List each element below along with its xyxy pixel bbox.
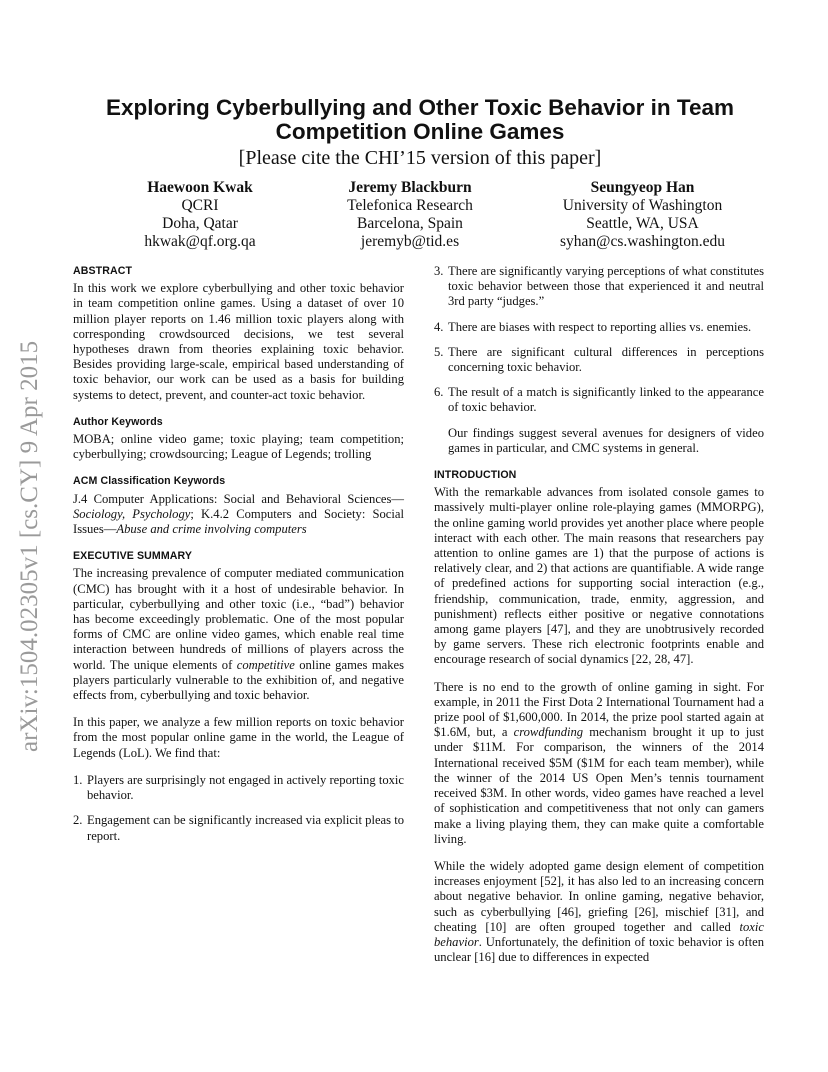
author-email: syhan@cs.washington.edu [560,233,725,250]
author-location: Seattle, WA, USA [586,215,699,232]
abstract-text: In this work we explore cyberbullying and other toxic behavior in team competition online games. Using a dataset of over 10 million player reports on 1.46 million toxic players along with corresponding crowdsourced decisions, we test several hypotheses drawn from theories explaining toxic behavior. Besides providing large-scale, empirical based understanding of toxic behavior, our work can be used as a basis for building systems to detect, prevent, and counter-act toxic behavior. [73,281,404,402]
arxiv-identifier-stamp: arXiv:1504.02305v1 [cs.CY] 9 Apr 2015 [16,340,43,752]
list-item: 2. Engagement can be significantly increased via explicit pleas to report. [73,813,404,843]
intro-paragraph: With the remarkable advances from isolated console games to massively multi-player online role-playing games (MMORPG), the online gaming world provides yet another place where people interact with each other. The main reasons that researchers pay attention to online games are 1) that the purpose of actions is relatively clear, and 2) that actions are quantifiable. A wide range of predefined actions for supporting social interaction (e.g., friendship, communication, trade, enmity, aggression, and punishment) reflects either positive or negative connotations among game players [47], and they are unobtrusively recorded by game servers. These rich electronic footprints enable and encourage research of social dynamics [22, 28, 47]. [434,485,764,667]
findings-list [73,773,404,844]
author-affiliation: QCRI [181,197,219,214]
summary-closing: Our findings suggest several avenues for designers of video games in particular, and CMC systems in general. [448,425,764,455]
author-location: Doha, Qatar [162,215,238,232]
summary-paragraph: The increasing prevalence of computer mediated communication (CMC) has brought with it a host of undesirable behavior. In particular, cyberbullying and other toxic (i.e., “bad”) behavior has become exceedingly problematic. One of the most popular forms of CMC are online video games, which enable real time interaction between hundreds of millions of players across the world. The unique elements of competitive online games makes players particularly vulnerable to the exhibition of, and negative effects from, cyberbullying and toxic behavior. [73,566,404,703]
acm-text: J.4 Computer Applications: Social and Behavioral Sciences—Sociology, Psychology; K.4.2 Computers and Society: Social Issues—Abuse and crime involving computers [73,491,404,537]
author-name: Seungyeop Han [590,179,695,196]
keywords-heading: Author Keywords [73,415,163,428]
author-block [540,179,745,251]
list-item: 1. Players are surprisingly not engaged in actively reporting toxic behavior. [73,772,404,803]
findings-list [434,264,764,416]
author-affiliation: University of Washington [562,197,723,214]
right-column [434,264,764,977]
author-email: jeremyb@tid.es [360,233,460,250]
author-location: Barcelona, Spain [357,215,463,232]
list-item: 5. There are significant cultural differences in perceptions concerning toxic behavior. [434,344,764,375]
author-email: hkwak@qf.org.qa [144,233,256,250]
summary-paragraph: In this paper, we analyze a few million reports on toxic behavior from the most popular online game in the world, the League of Legends (LoL). We find that: [73,715,404,760]
author-name: Haewoon Kwak [147,179,253,196]
left-column [73,264,404,854]
author-block [120,179,280,251]
acm-heading: ACM Classification Keywords [73,475,226,488]
list-item: 6. The result of a match is significantly linked to the appearance of toxic behavior. [434,385,764,415]
list-item: 3. There are significantly varying perceptions of what constitutes toxic behavior between those that experienced it and neutral 3rd party “judges.” [434,264,764,309]
list-item: 4. There are biases with respect to reporting allies vs. enemies. [434,319,752,334]
author-affiliation: Telefonica Research [347,197,473,214]
intro-paragraph: While the widely adopted game design element of competition increases enjoyment [52], it has also led to an increasing concern about negative behavior. In online gaming, negative behavior, such as cyberbullying [46], griefing [26], mischief [31], and cheating [10] are often grouped together and called toxic behavior. Unfortunately, the definition of toxic behavior is often unclear [16] due to differences in expected [434,858,764,965]
author-name: Jeremy Blackburn [348,179,472,196]
paper-subtitle: [Please cite the CHI’15 version of this paper] [238,147,602,169]
author-block [320,179,500,251]
introduction-heading: INTRODUCTION [434,469,517,482]
keywords-text: MOBA; online video game; toxic playing; team competition; cyberbullying; crowdsourcing; League of Legends; trolling [73,432,404,462]
summary-heading: EXECUTIVE SUMMARY [73,550,193,563]
abstract-heading: ABSTRACT [73,265,133,277]
intro-paragraph: There is no end to the growth of online gaming in sight. For example, in 2011 the First Dota 2 International Tournament had a prize pool of $1,600,000. In 2014, the prize pool started again at $1.6M, but, a crowdfunding mechanism brought it up to just under $11M. For comparison, the winners of the 2014 International received $5M ($1M for each team member), while the winner of the 2014 US Open Men’s tennis tournament received $3M. In other words, video games have reached a level of sophistication and competitiveness that not only can gamers make a living playing them, they can make quite a comfortable living. [434,679,764,846]
paper-title: Exploring Cyberbullying and Other Toxic Behavior in Team Competition Online Games [105,95,735,144]
